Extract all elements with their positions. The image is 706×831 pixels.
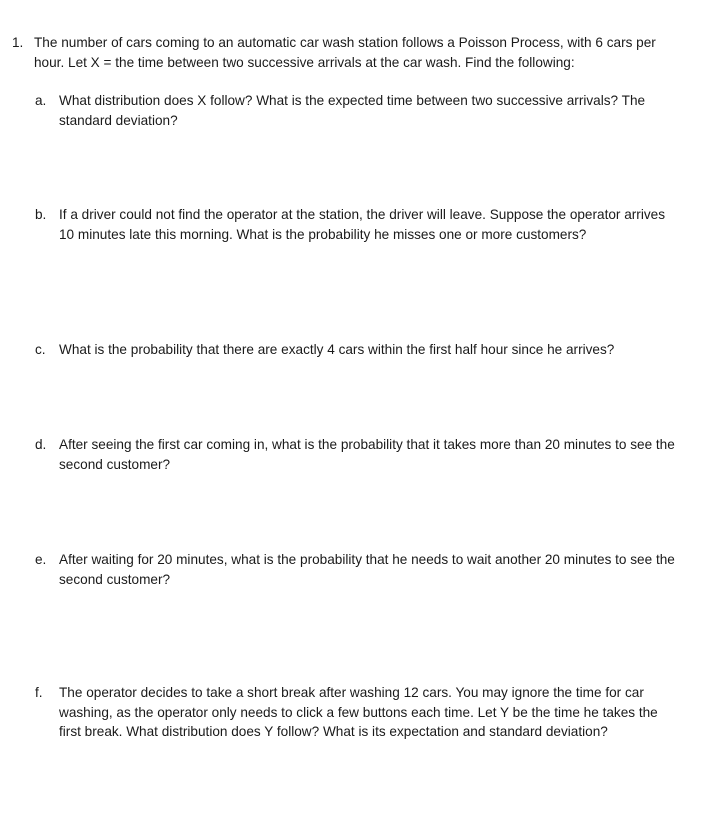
question-number: 1. xyxy=(12,35,24,50)
part-text: After seeing the first car coming in, what is the probability that it takes more than 20 minutes to see the second customer? xyxy=(59,437,675,472)
part-text: If a driver could not find the operator at the station, the driver will leave. Suppose the operator arrives 10 minutes late this morning. What is the probability he misses one or more customers? xyxy=(59,207,666,242)
part-letter: f. xyxy=(35,685,43,700)
part-text: What distribution does X follow? What is the expected time between two successive arrivals? The standard deviation? xyxy=(59,93,646,128)
part-letter: d. xyxy=(35,437,47,452)
part-text: After waiting for 20 minutes, what is the probability that he needs to wait another 20 minutes to see the second customer? xyxy=(59,552,675,587)
part-letter: a. xyxy=(35,93,47,108)
part-letter: c. xyxy=(35,342,46,357)
part-a xyxy=(35,91,675,130)
part-f xyxy=(35,683,675,742)
part-text: The operator decides to take a short break after washing 12 cars. You may ignore the time for car washing, as the operator only needs to click a few buttons each time. Let Y be the time he takes the first break. What distribution does Y follow? What is its expectation and standard deviation? xyxy=(59,685,658,739)
question-1 xyxy=(12,33,682,72)
part-e xyxy=(35,550,675,589)
question-text: The number of cars coming to an automatic car wash station follows a Poisson Process, with 6 cars per hour. Let X = the time between two successive arrivals at the car wash. Find the following: xyxy=(34,35,656,70)
part-letter: e. xyxy=(35,552,47,567)
part-text: What is the probability that there are exactly 4 cars within the first half hour since he arrives? xyxy=(59,342,615,357)
part-d xyxy=(35,435,675,474)
part-c xyxy=(35,340,675,360)
part-letter: b. xyxy=(35,207,47,222)
part-b xyxy=(35,205,675,244)
